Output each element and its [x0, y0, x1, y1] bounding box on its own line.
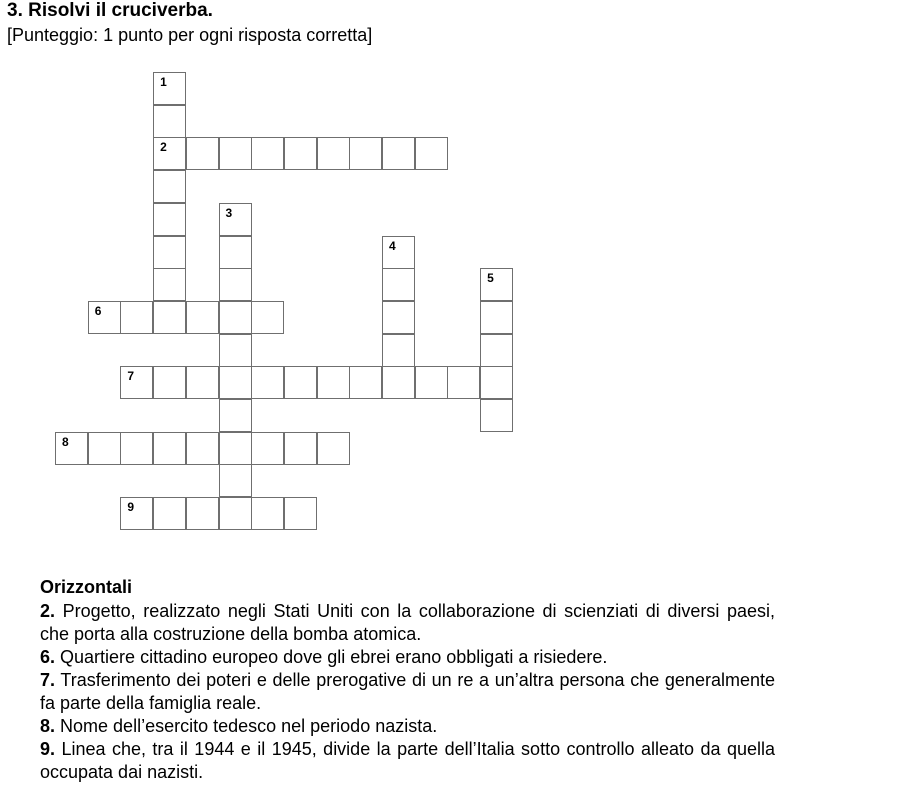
clue-number-label: 9 — [127, 500, 135, 515]
clue-number-label: 1 — [160, 75, 167, 89]
grid-cell — [382, 366, 415, 399]
clue-7 — [40, 669, 775, 715]
grid-cell — [219, 301, 252, 334]
grid-cell — [186, 137, 219, 170]
clue-number: 2. — [40, 601, 56, 621]
grid-cell — [186, 366, 219, 399]
grid-cell — [284, 432, 317, 465]
grid-cell — [415, 366, 448, 399]
grid-cell — [284, 497, 317, 530]
grid-cell — [219, 268, 252, 301]
grid-cell — [480, 334, 513, 367]
grid-cell — [284, 366, 317, 399]
grid-cell — [186, 432, 219, 465]
grid-cell — [251, 497, 284, 530]
grid-cell — [382, 236, 415, 269]
grid-cell — [153, 72, 186, 105]
score-note: [Punteggio: 1 punto per ogni risposta corretta] — [7, 25, 373, 45]
clue-number-label: 4 — [389, 238, 396, 253]
grid-cell — [349, 137, 382, 170]
grid-cell — [219, 497, 252, 530]
clue-number-label: 7 — [127, 369, 135, 384]
clue-number: 7. — [40, 670, 56, 690]
grid-cell — [219, 432, 252, 465]
clue-number: 6. — [40, 647, 56, 667]
grid-cell — [153, 432, 186, 465]
grid-cell — [219, 464, 252, 497]
grid-cell — [382, 137, 415, 170]
grid-cell — [349, 366, 382, 399]
clue-number: 8. — [40, 716, 56, 736]
clue-9 — [40, 738, 775, 784]
grid-cell — [153, 366, 186, 399]
grid-cell — [153, 137, 186, 170]
grid-cell — [219, 137, 252, 170]
clues-heading: Orizzontali — [40, 577, 133, 597]
clue-number-label: 5 — [487, 271, 494, 286]
grid-cell — [219, 334, 252, 367]
grid-cell — [88, 432, 121, 465]
clues-section — [40, 575, 775, 784]
clue-number: 9. — [40, 739, 56, 759]
grid-cell — [153, 268, 186, 301]
clue-text: Linea che, tra il 1944 e il 1945, divide la parte dell’Italia sotto controllo alleato da quella occupata dai nazisti. — [40, 739, 775, 782]
grid-cell — [317, 137, 350, 170]
grid-cell — [153, 170, 186, 203]
clue-6 — [40, 646, 775, 669]
grid-cell — [219, 236, 252, 269]
grid-cell — [120, 366, 153, 399]
grid-cell — [251, 432, 284, 465]
clue-text: Progetto, realizzato negli Stati Uniti con la collaborazione di scienziati di diversi paesi, che porta alla costruzione della bomba atomica. — [40, 601, 775, 644]
grid-cell — [317, 366, 350, 399]
grid-cell — [55, 432, 88, 465]
grid-cell — [382, 334, 415, 367]
clue-number-label: 2 — [160, 140, 167, 155]
grid-cell — [120, 432, 153, 465]
clue-text: Trasferimento dei poteri e delle prerogative di un re a un’altra persona che generalmente fa parte della famiglia reale. — [40, 670, 775, 713]
grid-cell — [480, 399, 513, 432]
clue-number-label: 8 — [62, 434, 69, 449]
clue-8 — [40, 715, 775, 738]
clue-text: Quartiere cittadino europeo dove gli ebrei erano obbligati a risiedere. — [60, 647, 608, 667]
grid-cell — [186, 301, 219, 334]
grid-cell — [88, 301, 121, 334]
clue-text: Nome dell’esercito tedesco nel periodo nazista. — [60, 716, 438, 736]
grid-cell — [153, 301, 186, 334]
grid-cell — [480, 268, 513, 301]
grid-cell — [186, 497, 219, 530]
grid-cell — [480, 366, 513, 399]
grid-cell — [251, 137, 284, 170]
grid-cell — [153, 497, 186, 530]
crossword-grid — [0, 0, 560, 560]
grid-cell — [153, 203, 186, 236]
grid-cell — [219, 366, 252, 399]
grid-cell — [480, 301, 513, 334]
grid-cell — [219, 399, 252, 432]
grid-cell — [219, 203, 252, 236]
grid-cell — [153, 236, 186, 269]
grid-cell — [415, 137, 448, 170]
grid-cell — [120, 497, 153, 530]
grid-cell — [251, 366, 284, 399]
grid-cell — [447, 366, 480, 399]
grid-cell — [120, 301, 153, 334]
exercise-title: 3. Risolvi il cruciverba. — [7, 0, 213, 21]
grid-cell — [284, 137, 317, 170]
grid-cell — [153, 105, 186, 138]
grid-cell — [382, 301, 415, 334]
clue-2 — [40, 600, 775, 646]
grid-cell — [317, 432, 350, 465]
clue-number-label: 3 — [225, 205, 233, 220]
clue-number-label: 6 — [94, 303, 102, 318]
grid-cell — [382, 268, 415, 301]
grid-cell — [251, 301, 284, 334]
